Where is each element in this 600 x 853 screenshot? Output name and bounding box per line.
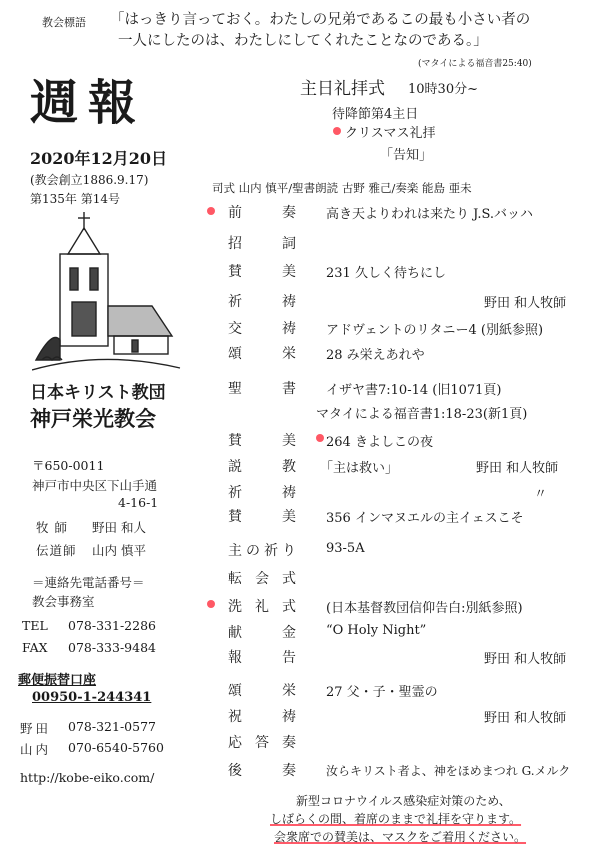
staff-role: 牧 師: [36, 520, 68, 535]
order-item-label: 主の祈り: [228, 543, 296, 559]
order-item-content: 28 み栄えあれや: [326, 348, 425, 363]
issue-date: 2020年12月20日: [30, 149, 168, 168]
order-item-content: 231 久しく待ちにし: [326, 266, 446, 281]
page-title: 週報: [30, 75, 147, 131]
order-item-label: 賛美: [228, 264, 296, 280]
motto-line-2: 一人にしたのは、わたしにしてくれたことなのである。」: [118, 33, 488, 49]
order-item-content: 野田 和人牧師: [484, 296, 567, 311]
staff-name: 野田 和人: [92, 520, 146, 535]
footer-line-1: 新型コロナウイルス感染症対策のため、: [296, 794, 511, 808]
order-item-label: 賛美: [228, 509, 296, 525]
motto-text: [110, 10, 530, 52]
order-item-label: 祈祷: [228, 294, 296, 310]
address-line-2: 4-16-1: [118, 495, 159, 510]
service-title: 主日礼拝式: [300, 79, 385, 99]
church-name: 神戸栄光教会: [30, 406, 156, 431]
order-item-content: 野田 和人牧師: [476, 461, 559, 476]
order-item-content: 汝らキリスト者よ、神をほめまつれ G.メルク: [326, 764, 571, 778]
order-item-label: 洗礼式: [228, 599, 296, 615]
order-item-label: 頌栄: [228, 346, 296, 362]
marker-dot: [333, 127, 341, 135]
postal-code: 〒650-0011: [32, 458, 105, 473]
postal-account-number: 00950-1-244341: [32, 690, 152, 705]
order-item-content: (日本基督教団信仰告白:別紙参照): [326, 601, 523, 616]
order-item-content: 〃: [534, 487, 548, 502]
order-item-content: “O Holy Night”: [326, 623, 427, 638]
order-item-label: 転会式: [228, 571, 296, 587]
order-item-label: 交祷: [228, 321, 296, 337]
order-item-label: 説教: [228, 459, 296, 475]
staff-role: 伝道師: [36, 543, 77, 558]
order-item-label: 献金: [228, 625, 296, 641]
order-item-content: 264 きよしこの夜: [326, 435, 433, 450]
order-item-label: 招詞: [228, 236, 296, 252]
order-item-label: 頌栄: [228, 683, 296, 699]
marker-dot: [207, 600, 215, 608]
phone-value: 078-331-2286: [68, 618, 156, 633]
order-item-label: 応答奏: [228, 735, 296, 751]
order-item-label: 聖書: [228, 381, 296, 397]
phone-label: TEL: [22, 618, 48, 633]
staff-name: 山内 慎平: [92, 543, 146, 558]
postal-account-heading: 郵便振替口座: [18, 673, 97, 688]
personal-phone-label: 野田: [20, 721, 52, 736]
phone-label: FAX: [22, 640, 48, 655]
order-item-content: 27 父・子・聖霊の: [326, 685, 438, 700]
order-item-label: 祝祷: [228, 709, 296, 725]
motto-source: (マタイによる福音書25:40): [418, 59, 532, 69]
order-item-label: 賛美: [228, 433, 296, 449]
personal-phone-value: 078-321-0577: [68, 719, 156, 734]
issue-number: 第135年 第14号: [30, 192, 120, 206]
founded-date: (教会創立1886.9.17): [30, 173, 149, 187]
marker-dot: [316, 434, 324, 442]
church-illustration: [32, 210, 182, 375]
order-item-content: アドヴェントのリタニー4 (別紙参照): [326, 323, 544, 338]
marker-dot: [207, 207, 215, 215]
order-item-content: 356 インマヌエルの主イェスこそ: [326, 511, 524, 526]
order-item-content: 野田 和人牧師: [484, 652, 567, 667]
service-roles: 司式 山内 慎平/聖書朗読 古野 雅己/奏楽 能島 亜未: [212, 181, 472, 195]
order-item-content: 93-5A: [326, 541, 365, 556]
address-line-1: 神戸市中央区下山手通: [32, 478, 158, 493]
order-item-label: 祈祷: [228, 485, 296, 501]
website-url: http://kobe-eiko.com/: [20, 770, 155, 785]
order-item-content: マタイによる福音書1:18-23(新1頁): [316, 407, 528, 422]
motto-label: 教会標語: [42, 16, 86, 29]
order-item-content: 高き天よりわれは来たり J.S.バッハ: [326, 207, 534, 222]
service-notice: 「告知」: [380, 148, 433, 163]
order-item-label: 後奏: [228, 763, 296, 779]
order-item-label: 前奏: [228, 205, 296, 221]
order-item-content: 「主は救い」: [320, 461, 399, 476]
motto-line-1: 「はっきり言っておく。わたしの兄弟であるこの最も小さい者の: [110, 12, 531, 28]
footer-line-2: しばらくの間、着席のままで礼拝を守ります。: [270, 812, 522, 826]
footer-line-3: 会衆席での賛美は、マスクをご着用ください。: [274, 830, 527, 844]
liturgical-sunday: 待降節第4主日: [332, 107, 419, 122]
order-item-content: 野田 和人牧師: [484, 711, 567, 726]
contact-heading: ＝連絡先電話番号＝: [32, 575, 145, 590]
church-org: 日本キリスト教団: [30, 383, 166, 403]
special-service: クリスマス礼拝: [345, 126, 436, 141]
order-item-label: 報告: [228, 650, 296, 666]
personal-phone-value: 070-6540-5760: [68, 740, 164, 755]
order-item-content: イザヤ書7:10-14 (旧1071頁): [326, 383, 502, 398]
phone-value: 078-333-9484: [68, 640, 156, 655]
personal-phone-label: 山内: [20, 742, 52, 757]
service-time: 10時30分~: [408, 82, 478, 97]
contact-office: 教会事務室: [32, 594, 95, 609]
